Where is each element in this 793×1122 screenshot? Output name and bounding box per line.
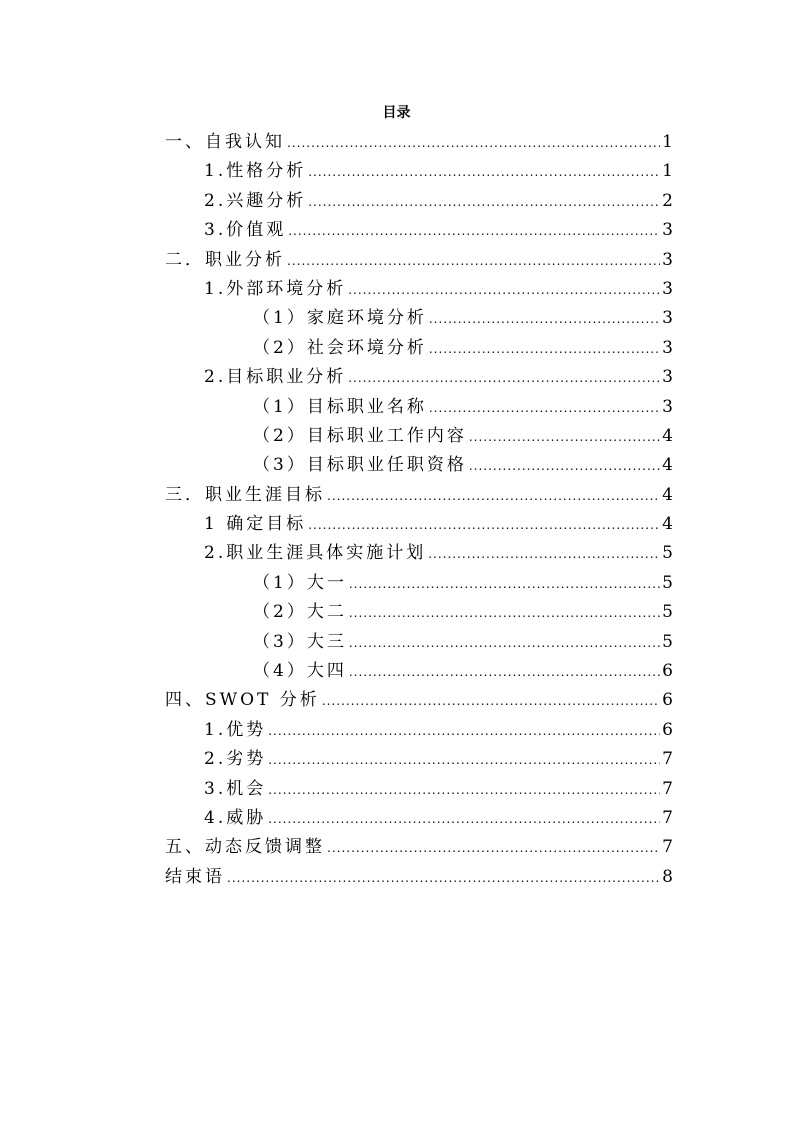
toc-entry-page-number: 7 [662,837,673,858]
toc-entry-page-number: 6 [662,719,673,740]
toc-entry[interactable] [165,657,673,686]
toc-dot-leader [268,717,660,746]
toc-dot-leader [308,188,660,217]
toc-entry[interactable] [165,863,673,892]
toc-entry-label: 1.外部环境分析 [204,278,347,299]
toc-entry-label: （2）社会环境分析 [253,337,427,358]
toc-entry[interactable] [165,393,673,422]
toc-entry-page-number: 3 [662,308,673,329]
toc-entry-page-number: 3 [662,220,673,241]
toc-entry-page-number: 3 [662,337,673,358]
toc-entry[interactable] [165,481,673,510]
toc-entry-page-number: 4 [662,514,673,535]
toc-dot-leader [428,540,660,569]
toc-entry[interactable] [165,598,673,627]
toc-entry-label: （1）目标职业名称 [253,396,427,417]
toc-entry-page-number: 7 [662,778,673,799]
toc-entry-label: 2.目标职业分析 [204,367,347,388]
toc-entry-page-number: 5 [662,543,673,564]
toc-entry[interactable] [165,304,673,333]
toc-entry-page-number: 1 [662,161,673,182]
toc-entry-page-number: 4 [662,484,673,505]
toc-entry[interactable] [165,833,673,862]
toc-entry[interactable] [165,157,673,186]
toc-entry-label: 3.机会 [204,778,267,799]
toc-entry-label: （2）大二 [253,602,347,623]
toc-dot-leader [268,805,660,834]
toc-dot-leader [349,570,660,599]
toc-entry-label: 2.兴趣分析 [204,190,307,211]
toc-entry-page-number: 4 [662,455,673,476]
toc-dot-leader [308,511,660,540]
toc-entry-label: 1.优势 [204,719,267,740]
toc-entry-label: 三．职业生涯目标 [165,484,325,505]
toc-dot-leader [349,658,660,687]
toc-dot-leader [429,335,660,364]
toc-dot-leader [327,482,660,511]
toc-entry-page-number: 8 [662,866,673,887]
toc-entry-label: （3）大三 [253,631,347,652]
toc-dot-leader [268,746,660,775]
toc-entry-label: （1）大一 [253,572,347,593]
toc-entry[interactable] [165,216,673,245]
toc-entry-label: 1.性格分析 [204,161,307,182]
toc-dot-leader [348,364,660,393]
toc-entry[interactable] [165,187,673,216]
toc-entry[interactable] [165,422,673,451]
toc-entry-label: 一、自我认知 [165,132,285,152]
toc-entry-label: 2.职业生涯具体实施计划 [204,543,427,564]
toc-entry-page-number: 3 [662,367,673,388]
toc-entry[interactable] [165,628,673,657]
toc-dot-leader [348,276,660,305]
toc-entry[interactable] [165,716,673,745]
toc-entry-page-number: 5 [662,631,673,652]
toc-entry-page-number: 3 [662,249,673,270]
toc-entry[interactable] [165,246,673,275]
toc-entry[interactable] [165,128,673,157]
toc-entry[interactable] [165,745,673,774]
toc-entry-page-number: 7 [662,807,673,828]
toc-dot-leader [287,129,660,158]
table-of-contents [165,128,673,892]
toc-entry[interactable] [165,686,673,715]
toc-dot-leader [349,629,660,658]
toc-entry-page-number: 3 [662,396,673,417]
toc-entry-label: （4）大四 [253,661,347,682]
toc-entry-page-number: 3 [662,278,673,299]
toc-entry[interactable] [165,275,673,304]
toc-dot-leader [268,776,660,805]
toc-dot-leader [288,217,660,246]
toc-entry-label: 4.威胁 [204,807,267,828]
toc-entry-label: 结束语 [165,866,225,887]
toc-entry-page-number: 1 [662,132,673,152]
toc-entry-label: 1 确定目标 [204,514,307,535]
toc-dot-leader [308,158,660,187]
toc-entry[interactable] [165,775,673,804]
toc-entry-page-number: 5 [662,602,673,623]
toc-dot-leader [227,864,660,893]
toc-entry-label: 五、动态反馈调整 [165,837,325,858]
toc-entry-page-number: 6 [662,661,673,682]
toc-dot-leader [322,687,660,716]
toc-entry-label: （3）目标职业任职资格 [253,455,467,476]
toc-dot-leader [327,834,660,863]
toc-dot-leader [429,394,660,423]
toc-entry-label: （2）目标职业工作内容 [253,425,467,446]
toc-entry-label: 四、SWOT 分析 [165,690,320,711]
toc-entry-page-number: 2 [662,190,673,211]
toc-entry-page-number: 4 [662,425,673,446]
toc-entry-page-number: 7 [662,749,673,770]
toc-entry-label: 2.劣势 [204,749,267,770]
toc-dot-leader [349,599,660,628]
toc-dot-leader [287,247,660,276]
toc-dot-leader [469,452,660,481]
toc-entry-page-number: 5 [662,572,673,593]
toc-entry-label: 二．职业分析 [165,249,285,270]
toc-entry-label: （1）家庭环境分析 [253,308,427,329]
toc-entry[interactable] [165,451,673,480]
toc-entry-label: 3.价值观 [204,220,287,241]
toc-dot-leader [429,305,660,334]
toc-entry[interactable] [165,804,673,833]
toc-dot-leader [469,423,660,452]
toc-entry[interactable] [165,539,673,568]
toc-entry[interactable] [165,510,673,539]
toc-entry[interactable] [165,363,673,392]
toc-entry-page-number: 6 [662,690,673,711]
toc-entry[interactable] [165,334,673,363]
page-title: 目录 [382,105,411,121]
toc-entry[interactable] [165,569,673,598]
